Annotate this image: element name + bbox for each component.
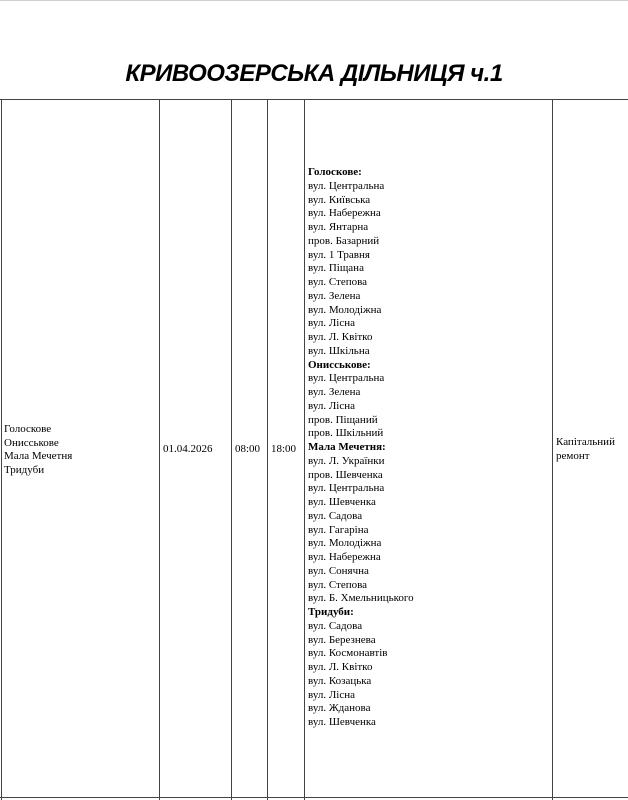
- page-title: КРИВООЗЕРСЬКА ДІЛЬНИЦЯ ч.1: [125, 60, 503, 87]
- street-group-header: Тридуби:: [308, 606, 354, 618]
- street-item: вул. Степова: [308, 578, 368, 591]
- page-top-border: [0, 0, 628, 1]
- street-group-header: Голоскове:: [308, 166, 362, 178]
- column-divider-4: [304, 99, 305, 800]
- street-item: вул. Гагаріна: [308, 523, 369, 536]
- street-item: вул. Молодіжна: [308, 537, 382, 550]
- street-item: вул. Зелена: [308, 386, 361, 398]
- table-top-border: [0, 99, 628, 100]
- street-item: пров. Базарний: [308, 234, 380, 247]
- street-item: вул. Козацька: [308, 674, 372, 687]
- street-item: пров. Піщаний: [308, 413, 378, 426]
- street-item: вул. Молодіжна: [308, 303, 382, 316]
- street-item: вул. Л. Квітко: [308, 331, 373, 343]
- street-item: вул. Березнева: [308, 633, 376, 646]
- street-item: вул. Шкільна: [308, 344, 370, 357]
- street-item: вул. Л. Квітко: [308, 661, 373, 673]
- street-item: вул. Янтарна: [308, 221, 369, 233]
- column-divider-3: [267, 99, 268, 800]
- street-item: вул. Київська: [308, 193, 371, 206]
- street-item: вул. Зелена: [308, 289, 361, 302]
- street-item: пров. Шкільний: [308, 427, 384, 440]
- table-bottom-border: [0, 797, 628, 798]
- street-item: вул. Степова: [308, 276, 368, 288]
- street-group-header: Мала Мечетня:: [308, 441, 386, 453]
- column-divider-1: [159, 99, 160, 800]
- settlement-name: Онисськове: [4, 436, 59, 449]
- street-item: вул. Б. Хмельницького: [308, 592, 414, 605]
- street-item: вул. Центральна: [308, 482, 385, 495]
- table-border-left: [1, 99, 2, 800]
- street-item: вул. Центральна: [308, 179, 385, 192]
- settlements-cell: [4, 423, 72, 477]
- street-item: вул. Лісна: [308, 399, 355, 412]
- street-group-header: Онисськове:: [308, 358, 371, 371]
- street-item: вул. Шевченка: [308, 716, 376, 728]
- start-time-cell: 08:00: [235, 443, 261, 455]
- street-item: вул. Набережна: [308, 551, 381, 563]
- street-item: вул. 1 Травня: [308, 248, 370, 261]
- street-item: вул. Піщана: [308, 262, 364, 275]
- settlement-name: Тридуби: [4, 463, 45, 476]
- street-item: вул. Лісна: [308, 317, 355, 330]
- date-cell: 01.04.2026: [163, 443, 213, 455]
- street-item: вул. Садова: [308, 619, 363, 632]
- street-item: вул. Центральна: [308, 372, 385, 385]
- column-divider-2: [231, 99, 232, 800]
- reason-cell: Капітальний ремонт: [556, 436, 615, 462]
- streets-cell: [308, 166, 414, 730]
- settlement-name: Мала Мечетня: [4, 450, 73, 462]
- street-item: вул. Шевченка: [308, 496, 376, 508]
- street-item: вул. Л. Українки: [308, 454, 385, 467]
- street-item: вул. Лісна: [308, 688, 355, 701]
- street-item: вул. Садова: [308, 509, 363, 522]
- column-divider-5: [552, 99, 553, 800]
- street-item: вул. Набережна: [308, 207, 381, 220]
- street-item: пров. Шевченка: [308, 468, 383, 481]
- street-item: вул. Сонячна: [308, 564, 369, 577]
- street-item: вул. Жданова: [308, 702, 371, 715]
- settlement-name: Голоскове: [4, 423, 52, 435]
- street-item: вул. Космонавтів: [308, 647, 388, 660]
- end-time-cell: 18:00: [271, 443, 297, 455]
